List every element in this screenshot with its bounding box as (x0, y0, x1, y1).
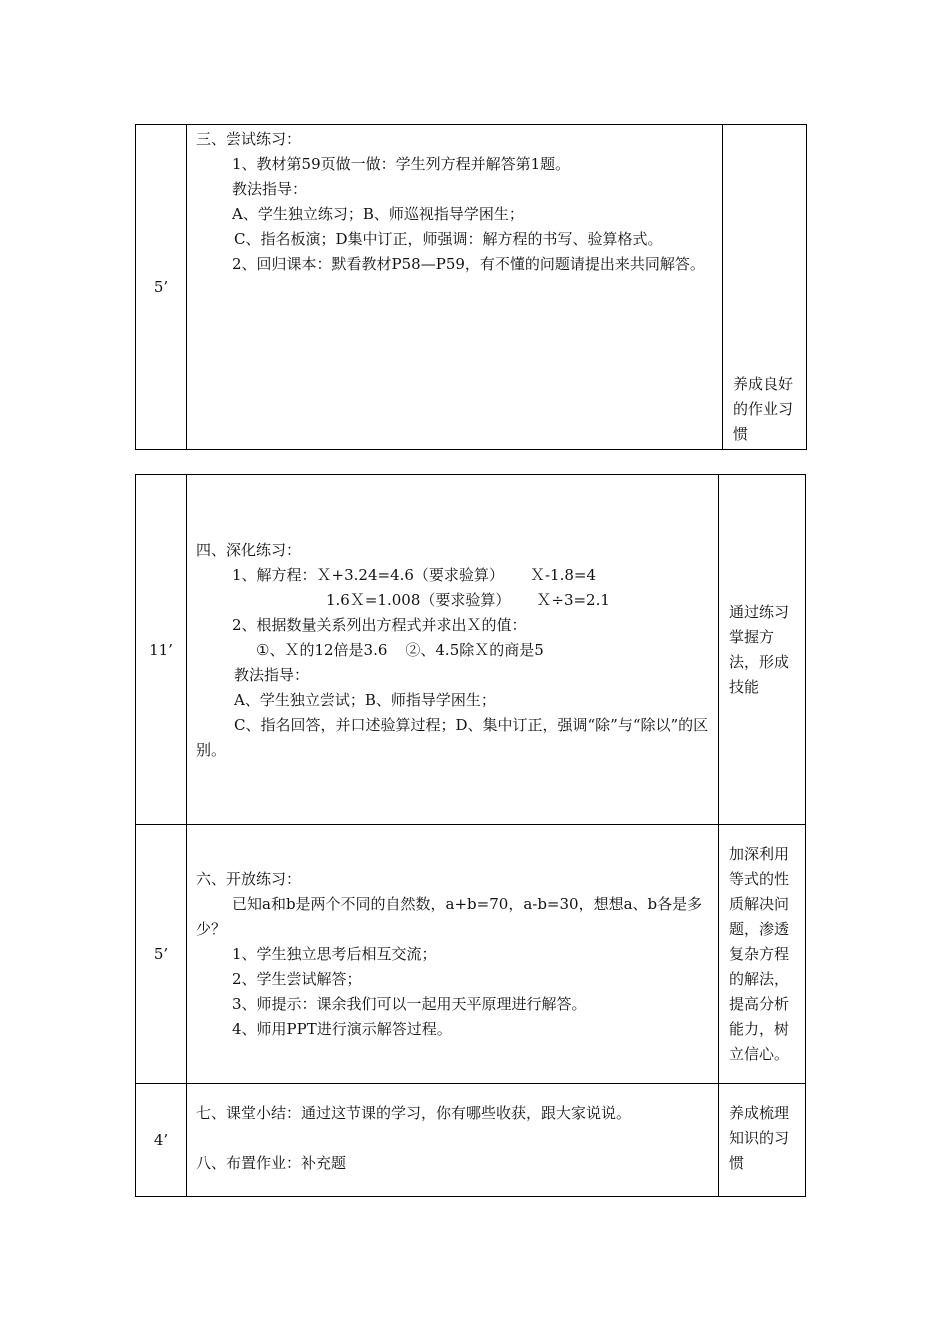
text-line: 教法指导： (234, 666, 310, 684)
table-row (136, 475, 806, 825)
text-line (196, 638, 712, 663)
note-cell: 加深利用等式的性质解决问题，渗透复杂方程的解法，提高分析能力，树立信心。 (719, 825, 806, 1084)
section-title: 三、尝试练习： (196, 130, 302, 148)
text-line: 1、教材第59页做一做：学生列方程并解答第1题。 (232, 155, 571, 173)
text-line: C、指名板演；D集中订正，师强调：解方程的书写、验算格式。 (234, 230, 663, 248)
section-title: 四、深化练习： (196, 541, 302, 559)
time-cell: 5’ (136, 825, 187, 1084)
equation: Ｘ+3.24=4.6（要求验算） (316, 566, 504, 584)
text-line: 八、布置作业：补充题 (196, 1154, 347, 1172)
time-cell: 5’ (136, 125, 187, 450)
label-solve: 1、解方程： (232, 566, 317, 584)
sub-item: ①、Ｘ的12倍是3.6 (256, 641, 388, 659)
note-cell: 养成梳理知识的习惯 (719, 1084, 806, 1197)
lesson-table-1 (135, 124, 807, 450)
content-cell (187, 475, 719, 825)
time-cell: 11’ (136, 475, 187, 825)
text-line (196, 563, 712, 588)
table-row (136, 1084, 806, 1197)
text-line: 2、回归课本：默看教材P58—P59，有不懂的问题请提出来共同解答。 (232, 255, 705, 273)
content-cell (187, 125, 723, 450)
text-line (196, 588, 712, 613)
lesson-table-2 (135, 474, 806, 1197)
equation: Ｘ-1.8=4 (529, 566, 596, 584)
text-line: C、指名回答，并口述验算过程；D、集中订正，强调“除”与“除以”的区别。 (196, 716, 709, 759)
table-row (136, 825, 806, 1084)
note-cell: 养成良好的作业习惯 (723, 125, 807, 450)
table-row (136, 125, 807, 450)
text-line: A、学生独立练习；B、师巡视指导学困生； (232, 205, 524, 223)
content-cell (187, 825, 719, 1084)
text-line: 七、课堂小结：通过这节课的学习，你有哪些收获，跟大家说说。 (196, 1104, 632, 1122)
text-line: 3、师提示：课余我们可以一起用天平原理进行解答。 (232, 995, 587, 1013)
note-cell: 通过练习掌握方法，形成技能 (719, 475, 806, 825)
content-cell (187, 1084, 719, 1197)
time-cell: 4’ (136, 1084, 187, 1197)
equation: Ｘ÷3=2.1 (536, 591, 610, 609)
text-line: 2、学生尝试解答； (232, 970, 362, 988)
text-line: 1、学生独立思考后相互交流； (232, 945, 437, 963)
equation: 1.6Ｘ=1.008（要求验算） (326, 591, 511, 609)
text-line: 2、根据数量关系列出方程式并求出Ｘ的值： (232, 616, 527, 634)
section-title: 六、开放练习： (196, 870, 302, 888)
text-line: A、学生独立尝试；B、师指导学困生； (234, 691, 496, 709)
text-line: 教法指导： (232, 180, 308, 198)
text-line: 已知a和b是两个不同的自然数，a+b=70，a-b=30，想想a、b各是多少？ (196, 895, 703, 938)
sub-item: ②、4.5除Ｘ的商是5 (405, 641, 544, 659)
text-line: 4、师用PPT进行演示解答过程。 (232, 1020, 452, 1038)
